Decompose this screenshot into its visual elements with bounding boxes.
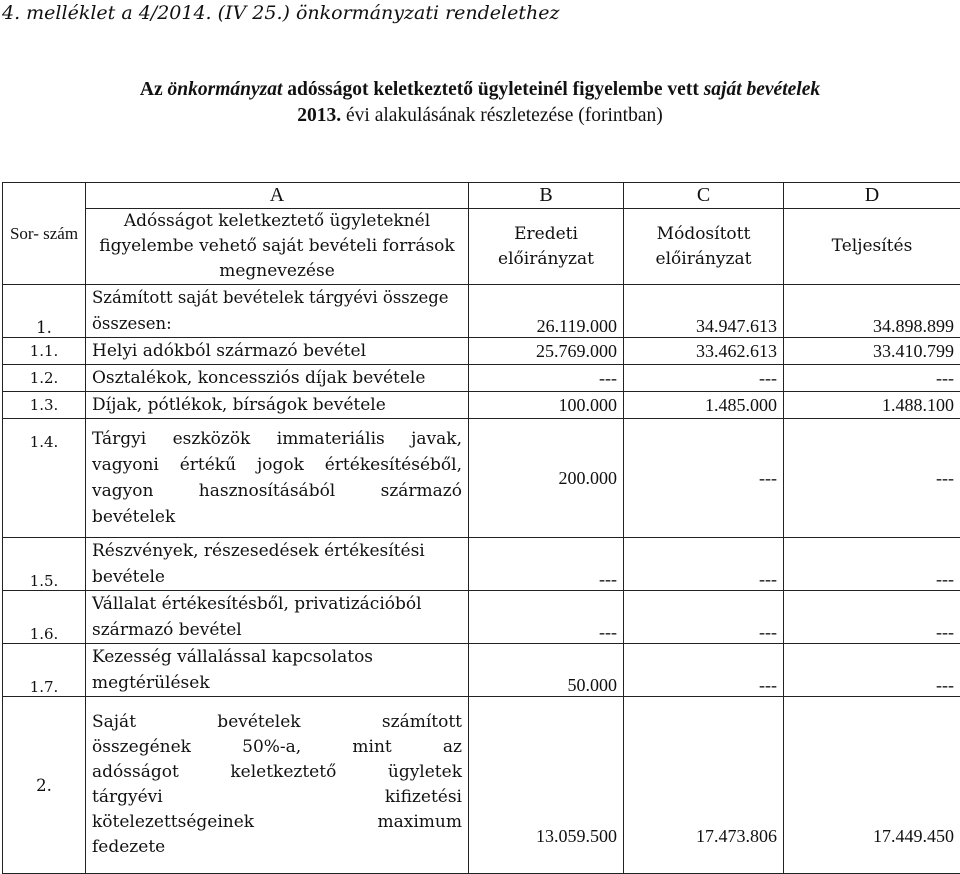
revenue-table xyxy=(2,182,960,874)
title-text: évi alakulásának részletezése (forintban) xyxy=(341,105,663,126)
row-label-line: adósságot keletkeztető ügyletek xyxy=(92,760,462,785)
row-label-line: kötelezettségeinek maximum xyxy=(92,810,462,835)
table-row xyxy=(3,285,960,338)
row-label: Kezesség vállalással kapcsolatos megtérülések xyxy=(86,644,469,697)
header-teljesites: Teljesítés xyxy=(784,209,960,285)
row-code: 1.1. xyxy=(3,338,86,365)
row-value-modositott: 33.462.613 xyxy=(624,338,784,365)
row-label: Tárgyi eszközök immateriális javak, vagyoni értékű jogok értékesítéséből, vagyon hasznosításából származó bevételek xyxy=(86,419,469,538)
table-row xyxy=(3,419,960,538)
row-value-teljesites: 33.410.799 xyxy=(784,338,960,365)
title-line-1 xyxy=(0,77,960,103)
row-code: 1.5. xyxy=(3,538,86,591)
row-code: 1. xyxy=(3,285,86,338)
row-value-teljesites: --- xyxy=(784,538,960,591)
column-letter-d: D xyxy=(784,183,960,209)
table-row xyxy=(3,365,960,392)
row-value-modositott: 17.473.806 xyxy=(624,697,784,874)
header-modositott: Módosított előirányzat xyxy=(624,209,784,285)
row-value-teljesites: 34.898.899 xyxy=(784,285,960,338)
row-value-eredeti: 26.119.000 xyxy=(469,285,624,338)
row-value-teljesites: --- xyxy=(784,591,960,644)
header-sorszam-text: Sor- szám xyxy=(10,224,78,243)
row-label: Részvények, részesedések értékesítési bevétele xyxy=(86,538,469,591)
row-label-line: összegének 50%-a, mint az xyxy=(92,735,462,760)
header-sorszam xyxy=(3,183,86,285)
title-text: Az xyxy=(140,79,168,100)
row-value-modositott: --- xyxy=(624,365,784,392)
row-value-eredeti: --- xyxy=(469,591,624,644)
row-value-eredeti: 200.000 xyxy=(469,419,624,538)
row-value-eredeti: 13.059.500 xyxy=(469,697,624,874)
title-text-italic: saját bevételek xyxy=(704,79,820,100)
row-code: 1.7. xyxy=(3,644,86,697)
table-row xyxy=(3,338,960,365)
row-value-modositott: --- xyxy=(624,538,784,591)
table-row xyxy=(3,591,960,644)
row-label-line: Saját bevételek számított xyxy=(92,710,462,735)
column-letter-b: B xyxy=(469,183,624,209)
table-row xyxy=(3,644,960,697)
title-text-italic: önkormányzat xyxy=(168,79,283,100)
row-code: 1.2. xyxy=(3,365,86,392)
row-label: Osztalékok, koncessziós díjak bevétele xyxy=(86,365,469,392)
row-code: 1.4. xyxy=(3,419,86,538)
row-label-line: fedezete xyxy=(92,835,462,860)
annex-reference: 4. melléklet a 4/2014. (IV 25.) önkormányzati rendelethez xyxy=(2,2,560,24)
row-value-modositott: --- xyxy=(624,419,784,538)
row-label: Díjak, pótlékok, bírságok bevétele xyxy=(86,392,469,419)
table-row xyxy=(3,538,960,591)
table-row xyxy=(3,697,960,874)
row-value-modositott: 1.485.000 xyxy=(624,392,784,419)
row-value-teljesites: 17.449.450 xyxy=(784,697,960,874)
column-header-row xyxy=(3,209,960,285)
row-value-eredeti: 100.000 xyxy=(469,392,624,419)
row-value-eredeti: --- xyxy=(469,365,624,392)
table-row xyxy=(3,392,960,419)
row-label: Számított saját bevételek tárgyévi összege összesen: xyxy=(86,285,469,338)
row-value-teljesites: --- xyxy=(784,644,960,697)
header-name: Adósságot keletkeztető ügyleteknél figyelembe vehető saját bevételi források megnevezése xyxy=(86,209,469,285)
column-letter-c: C xyxy=(624,183,784,209)
title-text: adósságot keletkeztető ügyleteinél figyelembe vett xyxy=(282,79,703,100)
document-title xyxy=(0,77,960,129)
column-letter-row xyxy=(3,183,960,209)
row-value-modositott: 34.947.613 xyxy=(624,285,784,338)
row-value-eredeti: 25.769.000 xyxy=(469,338,624,365)
row-value-modositott: --- xyxy=(624,644,784,697)
column-letter-a: A xyxy=(86,183,469,209)
header-eredeti: Eredeti előirányzat xyxy=(469,209,624,285)
title-line-2 xyxy=(0,103,960,129)
row-code: 1.6. xyxy=(3,591,86,644)
row-value-eredeti: --- xyxy=(469,538,624,591)
row-code: 1.3. xyxy=(3,392,86,419)
row-value-teljesites: 1.488.100 xyxy=(784,392,960,419)
row-value-modositott: --- xyxy=(624,591,784,644)
row-value-eredeti: 50.000 xyxy=(469,644,624,697)
row-label-line: tárgyévi kifizetési xyxy=(92,785,462,810)
row-label xyxy=(86,697,469,874)
row-label: Helyi adókból származó bevétel xyxy=(86,338,469,365)
row-value-teljesites: --- xyxy=(784,419,960,538)
title-year: 2013. xyxy=(297,105,341,126)
row-label: Vállalat értékesítésből, privatizációból származó bevétel xyxy=(86,591,469,644)
row-value-teljesites: --- xyxy=(784,365,960,392)
row-code: 2. xyxy=(3,697,86,874)
